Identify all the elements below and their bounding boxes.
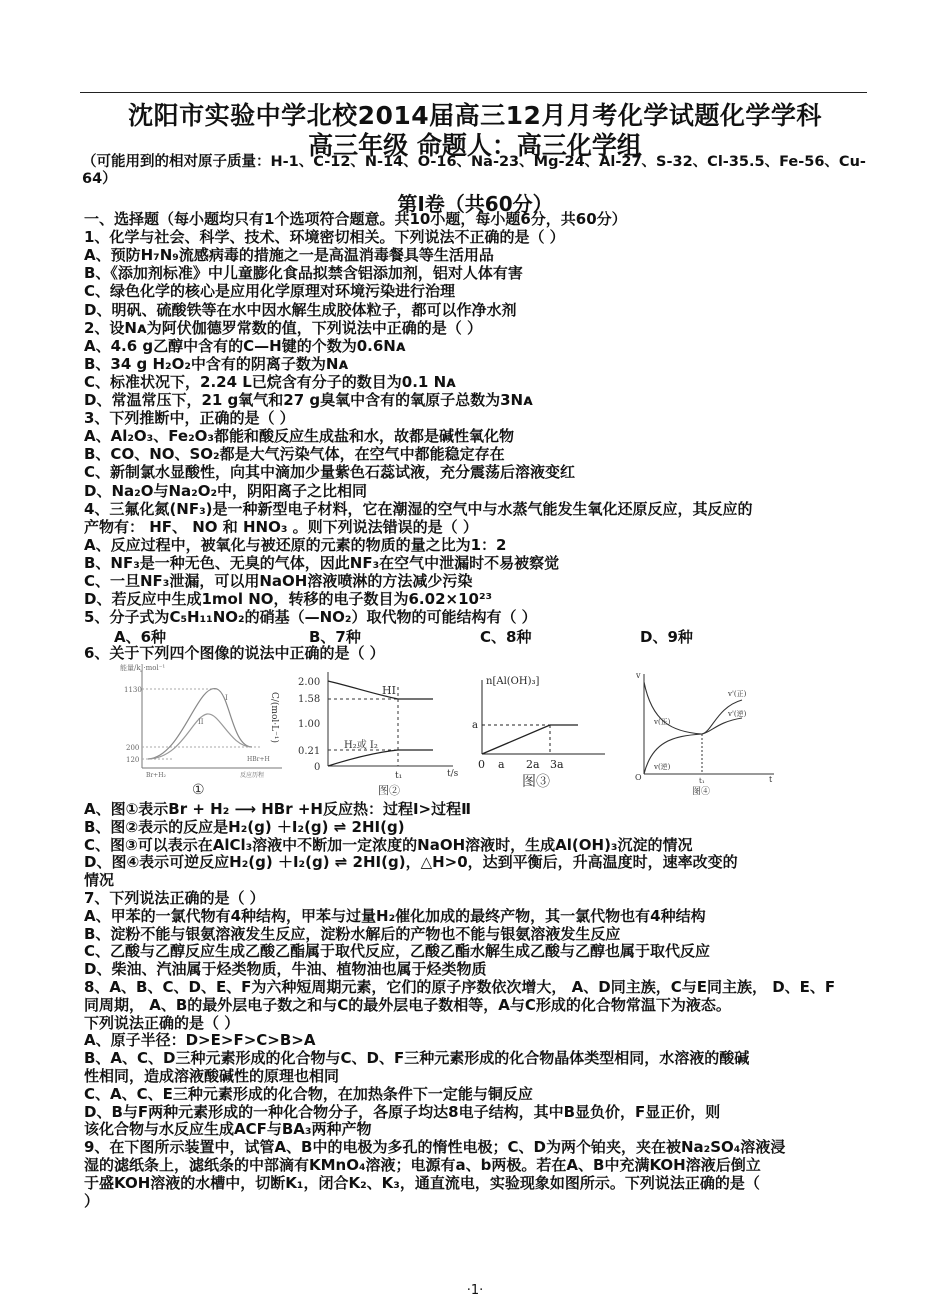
fig3-xtick-0: 0 [478,758,485,771]
text-line: 该化合物与水反应生成ACF与BA₃两种产物 [84,1120,372,1139]
fig2-ytick-2.00: 2.00 [298,677,321,688]
text-line: ） [84,1191,100,1210]
fig1-left-label: Br+H₂ [146,772,166,779]
text-line: 于盛KOH溶液的水槽中，切断K₁，闭合K₂、K₃，通直流电，实验现象如图所示。下列说法正确的是（ [84,1173,760,1192]
fig2-ytick-1.58: 1.58 [298,694,321,705]
text-line: C、新制氯水显酸性，向其中滴加少量紫色石蕊试液，充分震荡后溶液变红 [84,463,576,482]
fig4-caption: 图④ [692,787,711,797]
fig4-curve-forward [644,682,702,734]
fig4-ylabel: v [636,671,641,680]
text-line: C、绿色化学的核心是应用化学原理对环境污染进行治理 [84,282,456,301]
fig3-caption: 图③ [522,774,550,790]
fig4-label-new-reverse: v'(逆) [728,710,747,718]
text-line: 4、三氟化氮(NF₃)是一种新型电子材料，它在潮湿的空气中与水蒸气能发生氧化还原反应，其反应的 [84,499,753,518]
fig2-curve-hi [328,681,433,699]
text-line: D、若反应中生成1mol NO，转移的电子数目为6.02×10²³ [84,590,493,609]
text-line: 下列说法正确的是（ ） [84,1013,240,1032]
fig4-label-reverse: v(逆) [654,763,671,771]
fig3-ytick-a: a [472,720,478,731]
fig1-caption: ① [192,782,205,798]
text-line: 性相同，造成溶液酸碱性的原理也相同 [84,1067,340,1085]
text-line: B、A、C、D三种元素形成的化合物与C、D、F三种元素形成的化合物晶体类型相同，水溶液的酸碱 [84,1049,750,1068]
exam-subtitle: 高三年级 命题人：高三化学组 [308,131,642,160]
fig1-ytick-1130: 1130 [124,686,142,694]
text-line: A、4.6 g乙醇中含有的C—H键的个数为0.6Nᴀ [84,336,406,355]
text-line: D、柴油、汽油属于烃类物质，牛油、植物油也属于烃类物质 [84,960,487,979]
q5-option: C、8种 [480,628,532,647]
q5-option: A、6种 [114,628,167,647]
fig2-label-HI: HI [382,684,396,697]
fig2-xlabel: t/s [447,769,459,779]
text-line: A、图①表示Br + H₂ ⟶ HBr +H反应热：过程Ⅰ>过程Ⅱ [84,800,471,818]
fig1-curve-I-label: I [225,694,228,702]
fig4-curve-reverse [644,734,702,774]
fig4-origin: O [635,773,642,782]
text-line: B、34 g H₂O₂中含有的阴离子数为Nᴀ [84,354,349,373]
fig4-xlabel: t [769,775,773,784]
atomic-mass-note: （可能用到的相对原子质量：H-1、C-12、N-14、O-16、Na-23、Mg-24、Al-27、S-32、Cl-35.5、Fe-56、Cu-64） [82,154,866,187]
text-line: A、反应过程中，被氧化与被还原的元素的物质的量之比为1：2 [84,535,507,554]
figure-2-concentration [258,662,468,802]
fig1-right-label: HBr+H [247,756,270,763]
text-line: A、预防H₇N₉流感病毒的措施之一是高温消毒餐具等生活用品 [84,246,494,265]
fig1-ylabel: 能量/kJ·mol⁻¹ [120,664,166,672]
fig2-caption: 图② [378,784,400,797]
fig4-curve-new-reverse [702,718,742,734]
fig2-xtick-t1: t₁ [395,771,403,781]
fig4-label-forward: v(正) [654,718,671,726]
text-line: 5、分子式为C₅H₁₁NO₂的硝基（—NO₂）取代物的可能结构有（ ） [84,608,537,627]
fig1-ytick-200: 200 [126,744,140,752]
text-line: A、甲苯的一氯代物有4种结构，甲苯与过量H₂催化加成的最终产物，其一氯代物也有4种结构 [84,906,706,925]
page-number: ·1· [466,1283,484,1298]
fig2-curve-lo [328,750,433,766]
text-line: C、标准状况下，2.24 L已烷含有分子的数目为0.1 Nᴀ [84,372,456,391]
text-line: B、NF₃是一种无色、无臭的气体，因此NF₃在空气中泄漏时不易被察觉 [84,553,560,572]
figure-3-aluminum-hydroxide [470,662,610,802]
text-line: D、Na₂O与Na₂O₂中，阴阳离子之比相同 [84,481,368,500]
fig2-ytick-0.21: 0.21 [298,746,321,757]
text-line: C、A、C、E三种元素形成的化合物，在加热条件下一定能与铜反应 [84,1084,533,1103]
fig1-curve-II-label: II [198,718,204,726]
text-line: A、原子半径：D>E>F>C>B>A [84,1031,316,1050]
text-line: C、乙酸与乙醇反应生成乙酸乙酯属于取代反应，乙酸乙酯水解生成乙酸与乙醇也属于取代反应 [84,942,711,961]
text-line: 6、关于下列四个图像的说法中正确的是（ ） [84,644,385,663]
exam-title: 沈阳市实验中学北校2014届高三12月月考化学试题化学学科 [128,101,822,130]
fig3-xtick-2a: 2a [526,758,540,771]
fig3-xtick-a: a [498,758,505,771]
text-line: B、《添加剂标准》中儿童膨化食品拟禁含铝添加剂，铝对人体有害 [84,264,523,283]
text-line: 2、设Nᴀ为阿伏伽德罗常数的值，下列说法中正确的是（ ） [84,318,482,337]
text-line: D、常温常压下，21 g氧气和27 g臭氧中含有的氧原子总数为3Nᴀ [84,391,533,409]
fig3-rise-line [482,725,550,754]
header-rule [80,92,867,93]
text-line: D、图④表示可逆反应H₂(g) ＋I₂(g) ⇌ 2HI(g)，△H>0，达到平衡后，升高温度时，速率改变的 [84,853,738,872]
text-line: D、明矾、硫酸铁等在水中因水解生成胶体粒子，都可以作净水剂 [84,300,517,319]
fig4-label-new-forward: v'(正) [728,690,747,698]
figure-4-reaction-rate [632,662,782,802]
text-line: 8、A、B、C、D、E、F为六种短周期元素，它们的原子序数依次增大， A、D同主族，C与E同主族， D、E、F [84,978,836,996]
fig2-ytick-1.00: 1.00 [298,719,321,730]
q5-option: B、7种 [309,628,361,647]
text-line: 9、在下图所示装置中，试管A、B中的电极为多孔的惰性电极；C、D为两个铂夹，夹在被Na₂SO₄溶液浸 [84,1138,786,1157]
text-line: B、图②表示的反应是H₂(g) ＋I₂(g) ⇌ 2HI(g) [84,817,405,836]
text-line: C、图③可以表示在AlCl₃溶液中不断加一定浓度的NaOH溶液时，生成Al(OH)₃沉淀的情况 [84,835,693,854]
fig1-xlabel: 反应历程 [240,772,265,779]
volume-heading: 第Ⅰ卷（共60分） [397,192,553,216]
text-line: D、B与F两种元素形成的一种化合物分子，各原子均达8电子结构，其中B显负价，F显正价，则 [84,1102,721,1121]
fig2-ylabel: C/(mol·L⁻¹) [269,692,279,743]
fig2-label-H2-I2: H₂或 I₂ [344,740,378,751]
text-line: 3、下列推断中，正确的是（ ） [84,409,295,428]
fig1-ytick-120: 120 [126,756,140,764]
text-line: B、CO、NO、SO₂都是大气污染气体，在空气中都能稳定存在 [84,445,505,464]
q5-option: D、9种 [640,628,693,647]
text-line: A、Al₂O₃、Fe₂O₃都能和酸反应生成盐和水，故都是碱性氧化物 [84,427,514,446]
text-line: 1、化学与社会、科学、技术、环境密切相关。下列说法不正确的是（ ） [84,228,565,247]
fig3-xtick-3a: 3a [550,758,564,771]
text-line: 情况 [84,871,115,890]
text-line: 同周期， A、B的最外层电子数之和与C的最外层电子数相等，A与C形成的化合物常温下为液态。 [84,995,731,1014]
text-line: C、一旦NF₃泄漏，可以用NaOH溶液喷淋的方法减少污染 [84,572,473,590]
fig3-ylabel: n[Al(OH)₃] [486,676,540,687]
text-line: 湿的滤纸条上，滤纸条的中部滴有KMnO₄溶液；电源有a、b两极。若在A、B中充满KOH溶液后倒立 [84,1156,761,1174]
text-line: 产物有： HF、 NO 和 HNO₃ 。则下列说法错误的是（ ） [84,517,478,536]
text-line: 7、下列说法正确的是（ ） [84,889,265,907]
fig4-xtick-t1: t₁ [699,777,705,785]
text-line: 一、选择题（每小题均只有1个选项符合题意。共10小题，每小题6分，共60分） [84,210,627,228]
text-line: B、淀粉不能与银氨溶液发生反应，淀粉水解后的产物也不能与银氨溶液发生反应 [84,924,621,943]
fig2-ytick-0: 0 [314,762,321,773]
